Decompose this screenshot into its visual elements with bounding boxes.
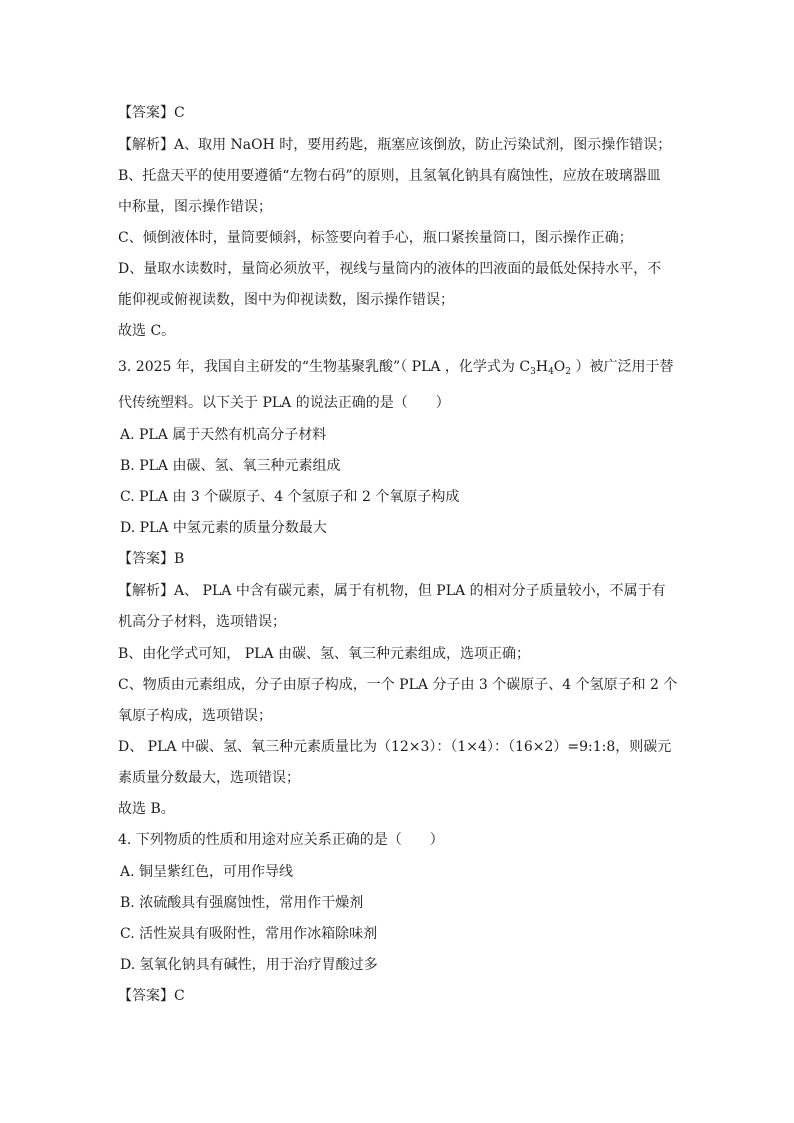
q3-analysis-line-5: 氧原子构成，选项错误； xyxy=(118,708,272,724)
q4-option-d: D. 氢氧化钠具有碱性，用于治疗胃酸过多 xyxy=(120,957,378,973)
q3-stem-line-2: 代传统塑料。以下关于 PLA 的说法正确的是（ ） xyxy=(118,395,450,411)
q3-option-b: B. PLA 由碳、氢、氧三种元素组成 xyxy=(120,458,341,474)
q2-analysis-line-2: B、托盘天平的使用要遵循“左物右码”的原则，且氢氧化钠具有腐蚀性，应放在玻璃器皿 xyxy=(118,168,661,184)
q3-stem-suffix: ）被广泛用于替 xyxy=(571,359,674,375)
q2-answer: 【答案】C xyxy=(118,105,185,121)
q2-analysis-line-5: D、量取水读数时，量筒必须放平，视线与量筒内的液体的凹液面的最低处保持水平，不 xyxy=(118,261,662,277)
q4-answer: 【答案】C xyxy=(118,988,185,1004)
q3-analysis-line-3: B、由化学式可知， PLA 由碳、氢、氧三种元素组成，选项正确； xyxy=(118,646,531,662)
q2-analysis-line-7: 故选 C。 xyxy=(118,323,176,339)
q2-analysis-line-4: C、倾倒液体时，量筒要倾斜，标签要向着手心，瓶口紧挨量筒口，图示操作正确； xyxy=(118,230,633,246)
q3-analysis-line-7: 素质量分数最大，选项错误； xyxy=(118,770,300,786)
q2-analysis-line-6: 能仰视或俯视读数，图中为仰视读数，图示操作错误； xyxy=(118,292,454,308)
q2-analysis-line-1: 【解析】A、取用 NaOH 时，要用药匙，瓶塞应该倒放，防止污染试剂，图示操作错误； xyxy=(118,137,672,153)
q4-option-b: B. 浓硫酸具有强腐蚀性，常用作干燥剂 xyxy=(120,895,364,911)
q3-analysis-line-2: 机高分子材料，选项错误； xyxy=(118,614,286,630)
q3-option-d: D. PLA 中氢元素的质量分数最大 xyxy=(120,520,327,536)
q3-stem-prefix: 3. 2025 年，我国自主研发的“生物基聚乳酸”（ PLA ，化学式为 xyxy=(118,359,520,375)
q4-option-a: A. 铜呈紫红色，可用作导线 xyxy=(120,864,294,880)
q2-analysis-line-3: 中称量，图示操作错误； xyxy=(118,199,272,215)
q4-stem: 4. 下列物质的性质和用途对应关系正确的是（ ） xyxy=(118,832,444,848)
q3-stem-line-1 xyxy=(118,358,673,376)
chemical-formula: $C_3H_4O_2$ xyxy=(519,359,572,377)
q3-option-a: A. PLA 属于天然有机高分子材料 xyxy=(120,427,327,443)
q3-analysis-line-1: 【解析】A、 PLA 中含有碳元素，属于有机物，但 PLA 的相对分子质量较小，不属于有 xyxy=(118,583,666,599)
q3-answer: 【答案】B xyxy=(118,551,185,567)
q4-option-c: C. 活性炭具有吸附性，常用作冰箱除味剂 xyxy=(120,926,378,942)
q3-analysis-line-8: 故选 B。 xyxy=(118,801,175,817)
q3-analysis-line-6: D、 PLA 中碳、氢、氧三种元素质量比为（12×3）：（1×4）：（16×2）=9:1:8，则碳元 xyxy=(118,739,672,755)
q3-analysis-line-4: C、物质由元素组成，分子由原子构成，一个 PLA 分子由 3 个碳原子、4 个氢原子和 2 个 xyxy=(118,677,678,693)
q3-option-c: C. PLA 由 3 个碳原子、4 个氢原子和 2 个氧原子构成 xyxy=(120,489,460,505)
